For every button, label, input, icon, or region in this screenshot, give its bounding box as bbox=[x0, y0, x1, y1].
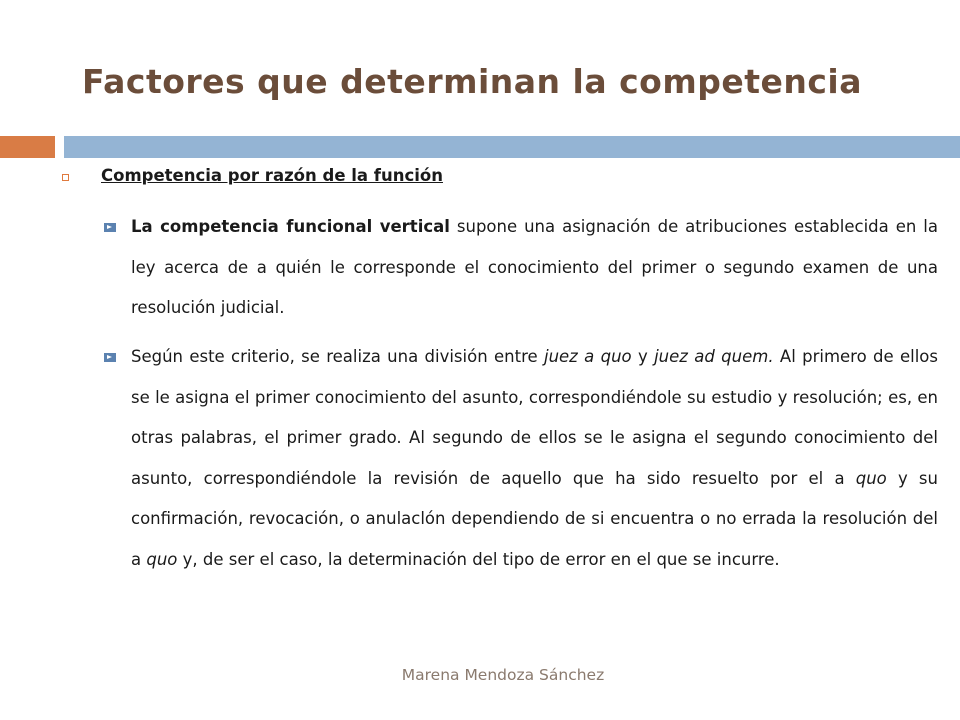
bullet-paragraph-2 bbox=[131, 337, 938, 581]
paragraph-text: y, de ser el caso, la determinación del tipo de error en el que se incurre. bbox=[177, 549, 780, 569]
accent-bar-orange bbox=[0, 136, 55, 158]
italic-term: juez ad quem. bbox=[654, 347, 774, 366]
section-heading: Competencia por razón de la función bbox=[101, 166, 443, 185]
italic-term: juez a quo bbox=[543, 347, 632, 366]
paragraph-text: y su confirmación, revocación, o anulaclón dependiendo de si encuentra o no errada la resolución del a bbox=[131, 468, 938, 569]
arrow-bullet-icon bbox=[104, 223, 116, 232]
square-bullet-icon bbox=[62, 174, 69, 181]
italic-term: quo bbox=[146, 549, 178, 569]
bullet-paragraph-1 bbox=[131, 207, 938, 329]
bold-term: La competencia funcional vertical bbox=[131, 217, 450, 236]
italic-term: quo bbox=[855, 468, 887, 488]
footer-author bbox=[0, 666, 960, 684]
paragraph-text: y bbox=[631, 347, 655, 366]
accent-bar-blue bbox=[64, 136, 960, 158]
footer-text: Marena Mendoza Sánchez bbox=[401, 666, 605, 684]
paragraph-text: Según este criterio, se realiza una división entre bbox=[131, 347, 544, 366]
arrow-bullet-icon bbox=[104, 353, 116, 362]
paragraph-text: Al primero de ellos se le asigna el primer conocimiento del asunto, correspondiéndole su estudio y resolución; es, en otras palabras, el primer grado. Al segundo de ellos se le asigna el segundo conocimiento del asunto, correspondiéndole la revisión de aquello que ha sido resuelto por el a bbox=[131, 347, 938, 488]
slide-title: Factores que determinan la competencia bbox=[82, 62, 863, 101]
paragraph-text: supone una asignación de atribuciones establecida en la ley acerca de a quién le corresponde el conocimiento del primer o segundo examen de una resolución judicial. bbox=[131, 217, 938, 318]
